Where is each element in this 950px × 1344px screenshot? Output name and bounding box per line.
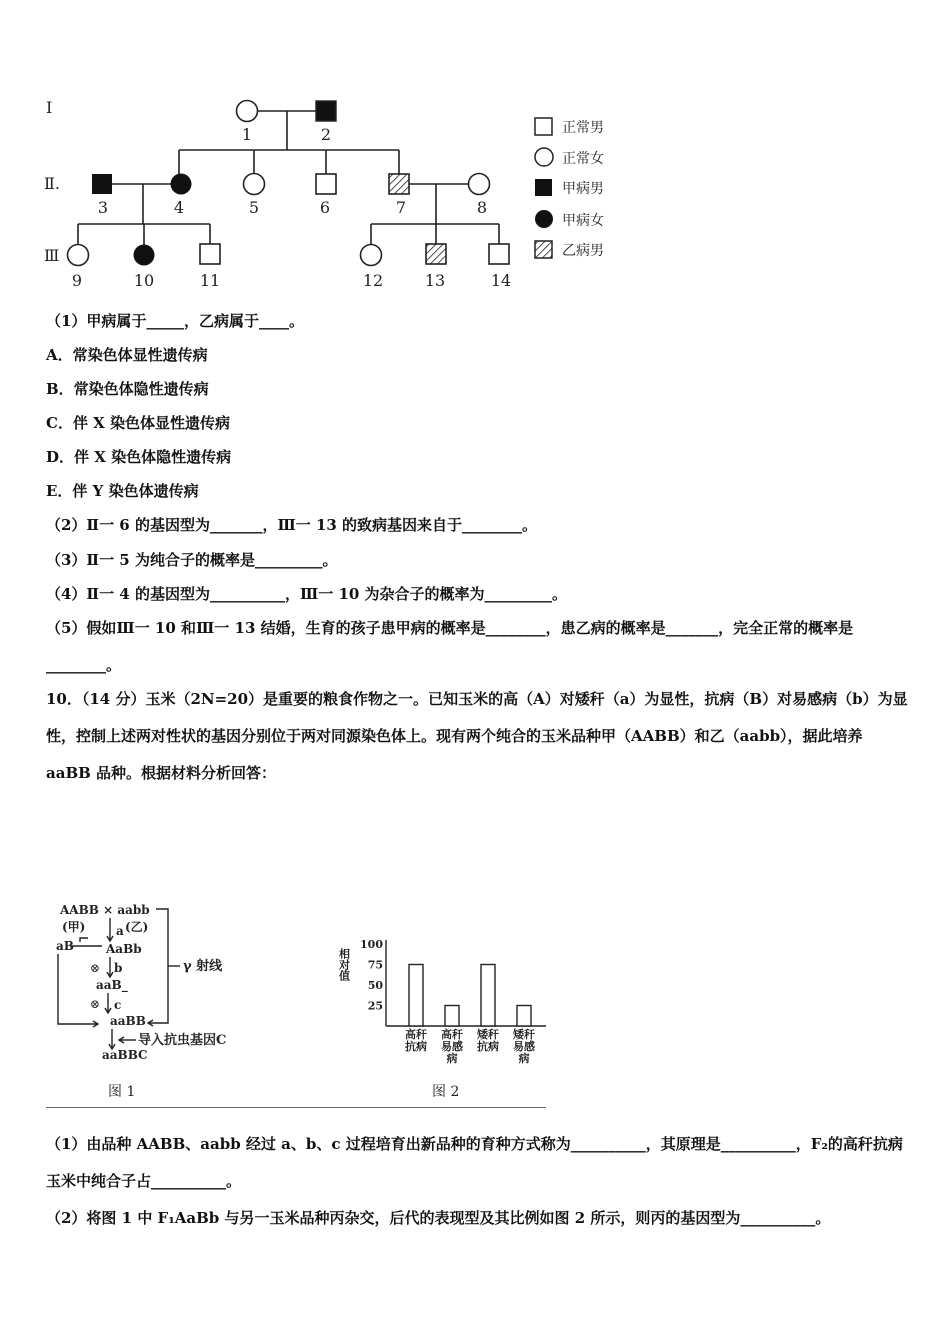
svg-text:⊗: ⊗ — [90, 997, 101, 1011]
q9-part-1: （1）甲病属于_____，乙病属于____。 — [46, 312, 304, 330]
individual-1 — [237, 101, 258, 122]
fig2-category-label: 矮秆易感病 — [513, 1028, 535, 1065]
q9-part-4: （4）Ⅱ一 4 的基因型为__________，Ⅲ一 10 为杂合子的概率为_________。 — [46, 585, 568, 603]
fig1-parent-2: (乙) — [125, 920, 149, 934]
pedigree-chart — [40, 88, 640, 298]
individual-12 — [361, 245, 382, 266]
figure-1-breeding-flow — [50, 896, 340, 1106]
fig1-result: aaBB — [110, 1014, 146, 1028]
option-a: A．常染色体显性遗传病 — [46, 346, 208, 364]
fig1-step-a: a — [116, 924, 124, 938]
fig2-category-label: 矮秆抗病 — [477, 1028, 499, 1053]
individual-9 — [68, 245, 89, 266]
fig1-cross: AABB × aabb — [60, 903, 150, 917]
legend-label: 正常女 — [562, 151, 604, 167]
pedigree-legend — [535, 118, 604, 259]
fig1-left-label: aB — [56, 939, 74, 953]
generation-label: I — [46, 98, 53, 117]
option-e: E．伴 Y 染色体遗传病 — [46, 482, 199, 500]
fig2-category-label: 高秆抗病 — [405, 1028, 427, 1053]
fig2-ytick-label: 50 — [367, 979, 383, 992]
q9-part-5: （5）假如Ⅲ一 10 和Ⅲ一 13 结婚，生育的孩子患甲病的概率是________，患乙病的概率是_______，完全正常的概率是________。 — [46, 619, 854, 674]
fig2-caption: 图 2 — [432, 1084, 460, 1100]
fig2-bar — [517, 1006, 531, 1027]
individual-number: 5 — [248, 198, 260, 217]
individual-7 — [389, 174, 409, 194]
fig2-ylabel: 相对值 — [337, 948, 351, 981]
fig1-final: aaBBC — [102, 1048, 148, 1062]
q9-part-3: （3）Ⅱ一 5 为纯合子的概率是_________。 — [46, 551, 338, 569]
q10-stem: 10．（14 分）玉米（2N=20）是重要的粮食作物之一。已知玉米的高（A）对矮秆（a）为显性，抗病（B）对易感病（b）为显性，控制上述两对性状的基因分别位于两对同源染色体上。现有两个纯合的玉米品种甲（AABB）和乙（aabb），据此培养 aaBB 品种。根据材料分析回答： — [46, 690, 908, 782]
individual-number: 8 — [476, 198, 488, 217]
individual-number: 13 — [424, 271, 446, 290]
individual-number: 1 — [241, 125, 253, 144]
figure-divider — [46, 1107, 546, 1108]
option-b: B．常染色体隐性遗传病 — [46, 380, 209, 398]
individual-number: 7 — [395, 198, 407, 217]
individual-8 — [469, 174, 490, 195]
fig2-bar — [481, 965, 495, 1027]
fig1-insert-label: 导入抗虫基因C — [138, 1033, 227, 1048]
fig2-ytick-label: 100 — [360, 938, 383, 951]
fig2-bar — [445, 1006, 459, 1027]
generation-label: Ⅲ — [44, 246, 60, 265]
individual-number: 14 — [490, 271, 512, 290]
fig1-caption: 图 1 — [108, 1084, 136, 1100]
fig2-category-label: 高秆易感病 — [441, 1028, 463, 1065]
individual-2 — [316, 101, 336, 121]
individual-number: 11 — [199, 271, 221, 290]
generation-label: Ⅱ. — [44, 174, 60, 193]
individual-10 — [134, 245, 155, 266]
fig1-parent-1: (甲) — [62, 920, 86, 934]
fig2-ytick-label: 75 — [367, 958, 383, 972]
q9-part-2: （2）Ⅱ一 6 的基因型为_______，Ⅲ一 13 的致病基因来自于________。 — [46, 516, 538, 534]
legend-label: 乙病男 — [562, 243, 604, 259]
fig2-bar — [409, 965, 423, 1027]
legend-label: 甲病男 — [562, 181, 604, 197]
q10-part-1: （1）由品种 AABB、aabb 经过 a、b、c 过程培育出新品种的育种方式称为__________，其原理是__________，F₂的高秆抗病玉米中纯合子占__________。 — [46, 1135, 903, 1190]
individual-number: 3 — [97, 198, 109, 217]
figure-2-bar-chart — [337, 928, 550, 1108]
fig1-step-b: b — [114, 961, 123, 975]
individual-number: 9 — [71, 271, 83, 290]
individual-number: 2 — [320, 125, 332, 144]
option-d: D．伴 X 染色体隐性遗传病 — [46, 448, 232, 466]
individual-3 — [92, 174, 112, 194]
svg-text:⊗: ⊗ — [90, 961, 101, 975]
fig1-f2: aaB_ — [96, 978, 128, 992]
option-c: C．伴 X 染色体显性遗传病 — [46, 414, 231, 432]
q10-part-2: （2）将图 1 中 F₁AaBb 与另一玉米品种丙杂交，后代的表现型及其比例如图 2 所示，则丙的基因型为__________。 — [46, 1209, 831, 1227]
individual-13 — [426, 244, 446, 264]
legend-label: 正常男 — [562, 120, 604, 136]
legend-label: 甲病女 — [562, 213, 604, 229]
individual-4 — [171, 174, 192, 195]
individual-number: 10 — [133, 271, 155, 290]
fig2-ytick-label: 25 — [367, 999, 383, 1013]
individual-number: 6 — [319, 198, 331, 217]
individual-number: 12 — [362, 271, 384, 290]
individual-5 — [244, 174, 265, 195]
fig1-f1: AaBb — [106, 942, 142, 956]
individual-11 — [200, 244, 220, 264]
individual-14 — [489, 244, 509, 264]
fig1-step-c: c — [114, 998, 122, 1012]
individual-6 — [316, 174, 336, 194]
individual-number: 4 — [173, 198, 185, 217]
fig1-gamma-label: γ 射线 — [183, 959, 223, 974]
